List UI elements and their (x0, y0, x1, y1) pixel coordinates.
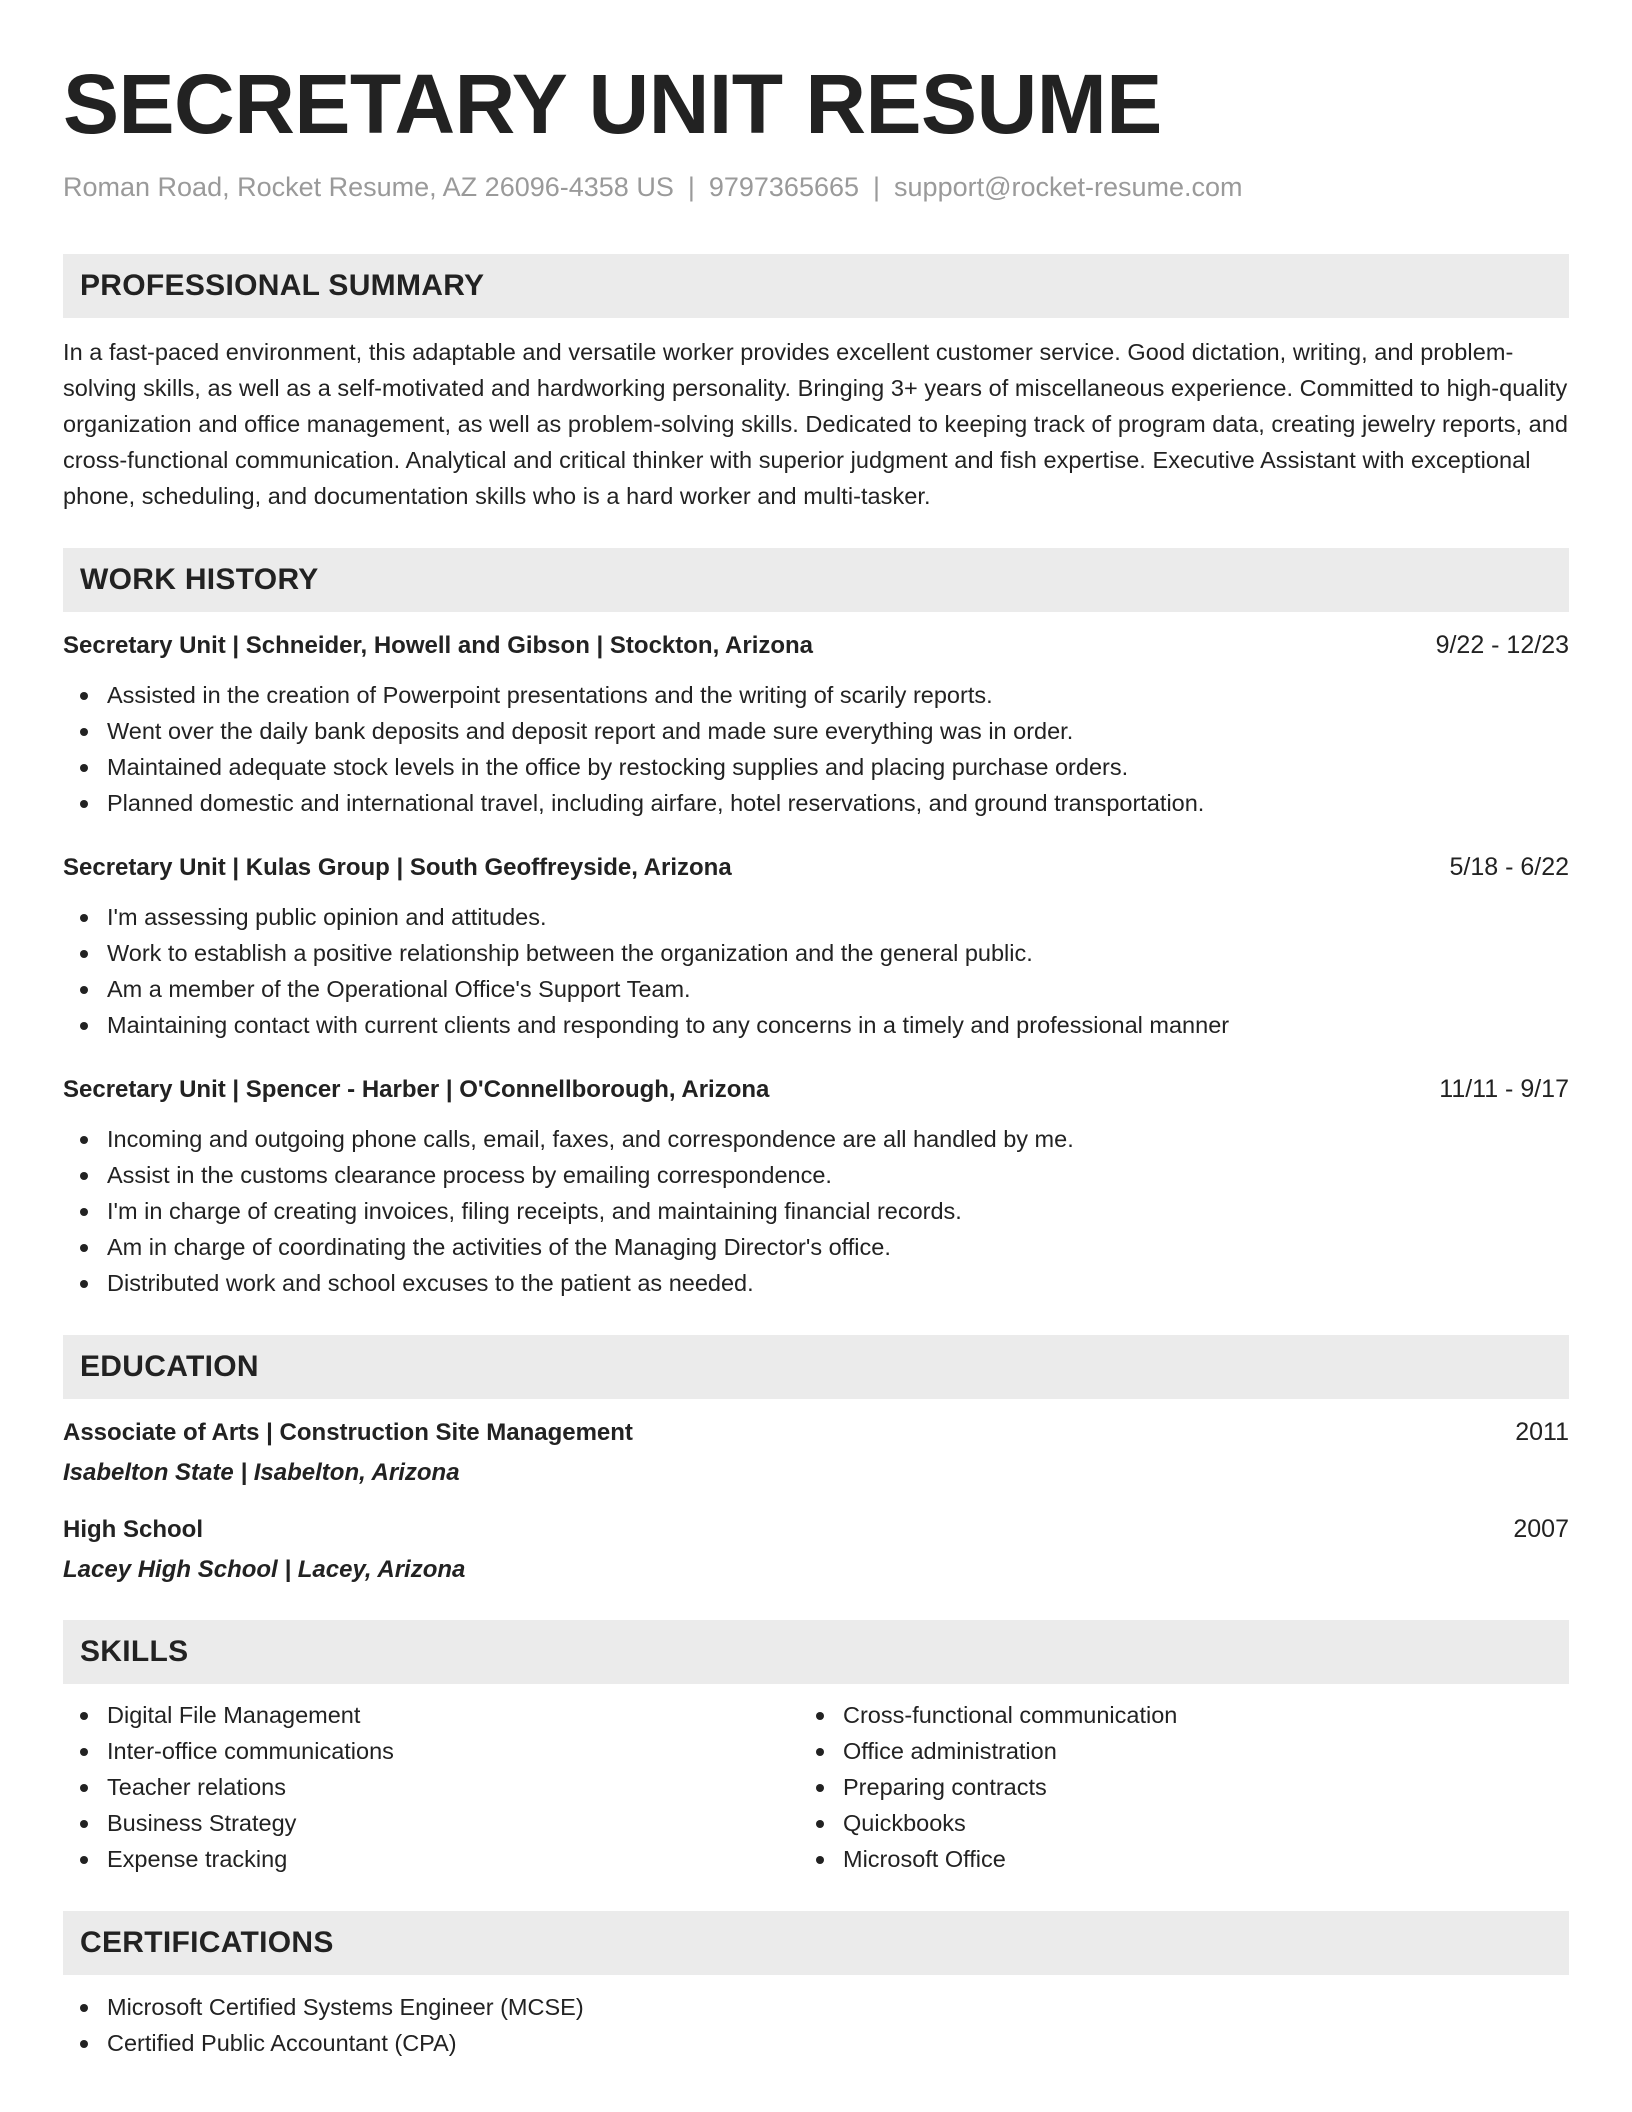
contact-address: Roman Road, Rocket Resume, AZ 26096-4358 US (63, 172, 674, 202)
certifications-list (63, 1989, 1569, 2061)
list-item: Assist in the customs clearance process by emailing correspondence. (63, 1157, 1569, 1193)
education-entry (63, 1513, 1569, 1586)
job-bullets (63, 1121, 1569, 1301)
job-title: Secretary Unit | Spencer - Harber | O'Connellborough, Arizona (63, 1076, 770, 1103)
list-item: Maintained adequate stock levels in the office by restocking supplies and placing purchase orders. (63, 749, 1569, 785)
job-title: Secretary Unit | Schneider, Howell and Gibson | Stockton, Arizona (63, 632, 814, 659)
list-item: I'm assessing public opinion and attitudes. (63, 899, 1569, 935)
job-dates: 9/22 - 12/23 (1435, 631, 1569, 659)
list-item: Assisted in the creation of Powerpoint presentations and the writing of scarily reports. (63, 677, 1569, 713)
list-item: Am in charge of coordinating the activities of the Managing Director's office. (63, 1229, 1569, 1265)
education-degree: Associate of Arts | Construction Site Management (63, 1419, 633, 1446)
certification-item: Certified Public Accountant (CPA) (63, 2025, 1569, 2061)
skill-item: Preparing contracts (799, 1769, 1535, 1805)
education-year: 2011 (1515, 1418, 1569, 1446)
list-item: Am a member of the Operational Office's Support Team. (63, 971, 1569, 1007)
list-item: Planned domestic and international travel, including airfare, hotel reservations, and ground transportation. (63, 785, 1569, 821)
skill-item: Office administration (799, 1733, 1535, 1769)
education-header (63, 1513, 1569, 1546)
section-header-skills: SKILLS (63, 1620, 1569, 1684)
skills-grid (63, 1697, 1569, 1877)
skill-item: Digital File Management (63, 1697, 799, 1733)
education-year: 2007 (1513, 1515, 1569, 1543)
education-school: Lacey High School | Lacey, Arizona (63, 1556, 466, 1583)
skills-column-left (63, 1697, 799, 1877)
job-dates: 11/11 - 9/17 (1439, 1075, 1569, 1103)
education-header (63, 1416, 1569, 1449)
job-header (63, 629, 1569, 662)
section-header-education: EDUCATION (63, 1335, 1569, 1399)
skills-column-right (799, 1697, 1535, 1877)
education-school: Isabelton State | Isabelton, Arizona (63, 1459, 460, 1486)
list-item: Distributed work and school excuses to the patient as needed. (63, 1265, 1569, 1301)
contact-separator: | (687, 172, 695, 202)
skill-item: Expense tracking (63, 1841, 799, 1877)
list-item: Went over the daily bank deposits and deposit report and made sure everything was in order. (63, 713, 1569, 749)
summary-text: In a fast-paced environment, this adaptable and versatile worker provides excellent customer service. Good dictation, writing, and problem-solving skills, as well as a self-motivated and hardworking personality. Bringing 3+ years of miscellaneous experience. Committed to high-quality organization and office management, as well as problem-solving skills. Dedicated to keeping track of program data, creating jewelry reports, and cross-functional communication. Analytical and critical thinker with superior judgment and fish expertise. Executive Assistant with exceptional phone, scheduling, and documentation skills who is a hard worker and multi-tasker. (63, 339, 1569, 509)
job-header (63, 1073, 1569, 1106)
job-header (63, 851, 1569, 884)
resume-name: SECRETARY UNIT RESUME (63, 57, 1162, 151)
contact-phone: 9797365665 (708, 172, 860, 202)
list-item: Incoming and outgoing phone calls, email, faxes, and correspondence are all handled by me. (63, 1121, 1569, 1157)
job-entry (63, 851, 1569, 1043)
job-title: Secretary Unit | Kulas Group | South Geoffreyside, Arizona (63, 854, 732, 881)
job-dates: 5/18 - 6/22 (1449, 853, 1569, 881)
contact-email[interactable]: support@rocket-resume.com (894, 172, 1243, 202)
education-degree: High School (63, 1516, 203, 1543)
skill-item: Cross-functional communication (799, 1697, 1535, 1733)
contact-separator: | (873, 172, 881, 202)
job-entry (63, 1073, 1569, 1301)
list-item: Maintaining contact with current clients and responding to any concerns in a timely and professional manner (63, 1007, 1569, 1043)
skill-item: Microsoft Office (799, 1841, 1535, 1877)
section-header-summary: PROFESSIONAL SUMMARY (63, 254, 1569, 318)
contact-line (63, 170, 1569, 204)
skill-item: Quickbooks (799, 1805, 1535, 1841)
job-entry (63, 629, 1569, 821)
section-header-work-history: WORK HISTORY (63, 548, 1569, 612)
skill-item: Business Strategy (63, 1805, 799, 1841)
list-item: I'm in charge of creating invoices, filing receipts, and maintaining financial records. (63, 1193, 1569, 1229)
skill-item: Teacher relations (63, 1769, 799, 1805)
section-header-certifications: CERTIFICATIONS (63, 1911, 1569, 1975)
skill-item: Inter-office communications (63, 1733, 799, 1769)
education-entry (63, 1416, 1569, 1489)
job-bullets (63, 677, 1569, 821)
job-bullets (63, 899, 1569, 1043)
certification-item: Microsoft Certified Systems Engineer (MCSE) (63, 1989, 1569, 2025)
list-item: Work to establish a positive relationship between the organization and the general public. (63, 935, 1569, 971)
